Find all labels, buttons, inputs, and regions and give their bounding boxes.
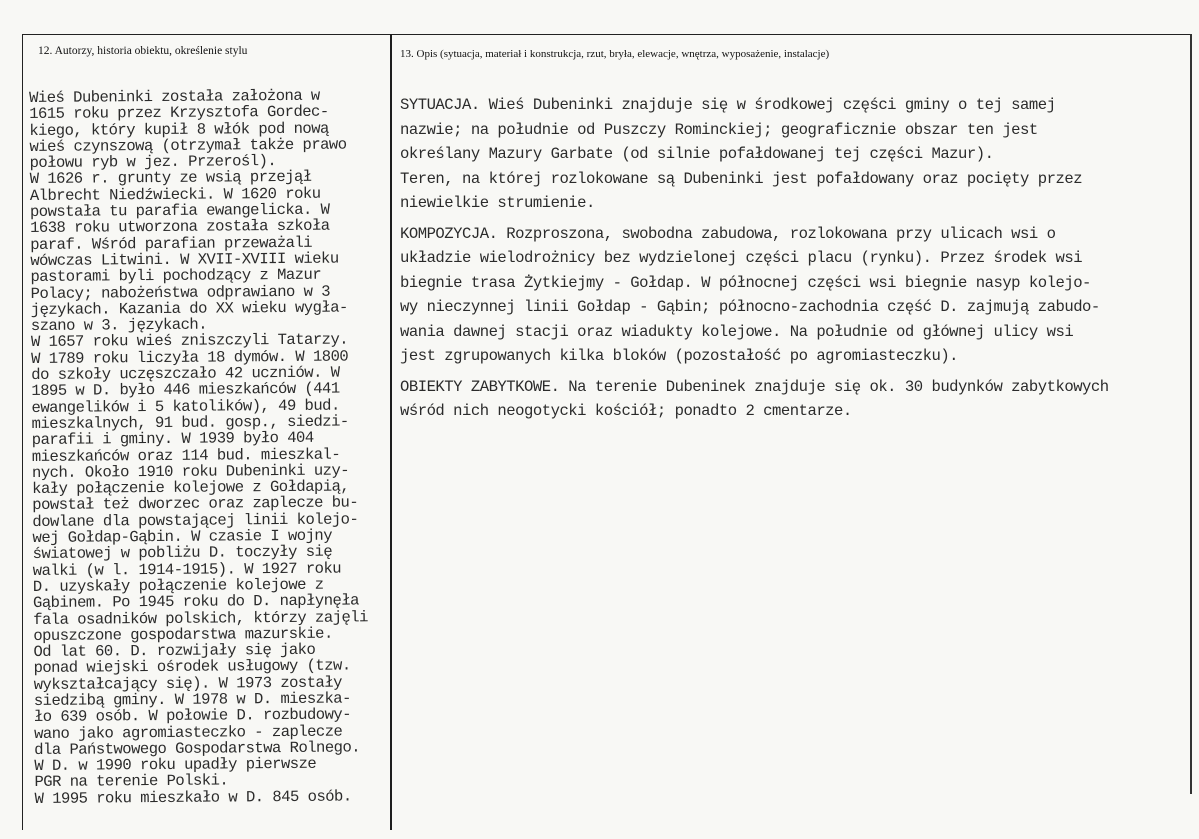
history-line: wej Gołdap-Gąbin. W czasie I wojny: [32, 526, 333, 548]
description-line: OBIEKTY ZABYTKOWE. Na terenie Dubeninek znajduje się ok. 30 budynków zabytkowych: [400, 377, 1109, 396]
description-line: wania dawnej stacji oraz wiadukty kolejowe. Na południe od głównej ulicy wsi: [400, 322, 1074, 341]
history-text-block: [29, 87, 369, 807]
history-line: opuszczone gospodarstwa mazurskie.: [33, 624, 333, 645]
history-line: paraf. Wśród parafian przeważali: [30, 233, 313, 254]
history-line: wieś czynszową (otrzymał także prawo: [29, 135, 347, 156]
history-line: ponad wiejski ośrodek usługowy (tzw.: [33, 656, 351, 678]
history-line: szano w 3. językach.: [30, 315, 208, 336]
frame-right-edge: [1190, 34, 1192, 794]
history-line: pastorami byli pochodzący z Mazur: [30, 265, 322, 287]
description-line: określany Mazury Garbate (od silnie pofałdowanej tej części Mazur).: [400, 145, 994, 163]
history-line: kały połączenie kolejowe z Gołdapią,: [32, 477, 350, 499]
description-paragraph: [400, 222, 1109, 369]
history-line: powstał też dworzec oraz zaplecze bu-: [32, 493, 359, 515]
history-line: parafii i gminy. W 1939 było 404: [31, 429, 314, 450]
history-line: Wieś Dubeninki została założona w: [28, 86, 320, 107]
history-line: W 1995 roku mieszkało w D. 845 osób.: [34, 787, 352, 808]
description-line: nazwie; na południe od Puszczy Rominckiej; geograficznie obszar ten jest: [400, 120, 1038, 139]
description-line: wśród nich neogotycki kościół; ponadto 2 cmentarze.: [400, 402, 852, 420]
history-line: ło 639 osób. W połowie D. rozbudowy-: [33, 705, 352, 727]
description-line: układzie wielodrożnicy bez wydzielonej części placu (rynku). Przez środek wsi: [400, 249, 1083, 267]
description-paragraph: [400, 375, 1109, 424]
history-line: 1895 w D. było 446 mieszkańców (441: [31, 379, 340, 401]
history-line: W D. w 1990 roku upadły pierwsze: [34, 754, 317, 776]
description-section-header: 13. Opis (sytuacja, materiał i konstrukcja, rzut, bryła, elewacje, wnętrza, wyposażenie, instalacje): [400, 48, 830, 60]
description-line: Teren, na której rozlokowane są Dubeninki jest pofałdowany oraz pocięty przez: [400, 169, 1083, 188]
history-line: do szkoły uczęszczało 42 uczniów. W: [31, 363, 340, 385]
history-line: Od lat 60. D. rozwijały się jako: [33, 640, 316, 662]
history-line: PGR na terenie Polski.: [34, 771, 229, 792]
description-paragraph: [400, 93, 1109, 216]
description-line: KOMPOZYCJA. Rozproszona, swobodna zabudowa, rozlokowana przy ulicach wsi o: [400, 224, 1056, 243]
history-line: połowu ryb w jez. Przerośl).: [29, 152, 277, 173]
history-line: W 1626 r. grunty ze wsią przejął: [29, 168, 312, 189]
history-line: siedzibą gminy. W 1978 w D. mieszka-: [33, 689, 351, 710]
description-line: wy nieczynnej linii Gołdap - Gąbin; północno-zachodnia część D. zajmują zabudo-: [400, 298, 1100, 316]
history-section-header: 12. Autorzy, historia obiektu, określenie stylu: [38, 45, 248, 57]
description-line: SYTUACJA. Wieś Dubeninki znajduje się w środkowej części gminy o tej samej: [400, 96, 1056, 114]
description-line: jest zgrupowanych kilka bloków (pozostałość po agromiasteczku).: [400, 347, 959, 365]
history-line: wykształcający się). W 1973 zostały: [33, 673, 343, 694]
history-line: powstała tu parafia ewangelicka. W: [29, 200, 330, 222]
history-line: nych. Około 1910 roku Dubeninki uzy-: [31, 461, 350, 482]
history-line: W 1789 roku liczyła 18 dymów. W 1800: [31, 347, 349, 368]
history-line: językach. Kazania do XX wieku wygła-: [30, 298, 348, 319]
history-line: dowlane dla powstającej linii kolejo-: [32, 510, 359, 531]
description-text-block: [400, 93, 1109, 424]
description-line: niewielkie strumienie.: [400, 194, 595, 212]
history-line: mieszkalnych, 91 bud. gosp., siedzi-: [31, 412, 349, 433]
column-divider: [390, 34, 392, 830]
history-line: Gąbinem. Po 1945 roku do D. napłynęła: [32, 591, 359, 613]
history-line: Polacy; nabożeństwa odprawiano w 3: [30, 282, 331, 303]
history-line: wano jako agromiasteczko - zaplecze: [33, 722, 343, 743]
history-line: D. uzyskały połączenie kolejowe z: [32, 575, 324, 596]
history-line: fala osadników polskich, którzy zajęli: [33, 607, 368, 629]
history-line: walki (w l. 1914-1915). W 1927 roku: [32, 559, 342, 580]
description-line: biegnie trasa Żytkiejmy - Gołdap. W północnej części wsi biegnie nasyp kolejo-: [400, 273, 1091, 292]
history-line: 1638 roku utworzona została szkoła: [30, 217, 330, 238]
history-line: W 1657 roku wieś zniszczyli Tatarzy.: [30, 330, 349, 352]
history-line: dla Państwowego Gospodarstwa Rolnego.: [34, 738, 361, 759]
history-line: Albrecht Niedźwiecki. W 1620 roku: [29, 184, 321, 205]
history-line: wówczas Litwini. W XVII-XVIII wieku: [30, 249, 339, 270]
history-line: ewangelików i 5 katolików), 49 bud.: [31, 396, 340, 417]
history-line: mieszkańców oraz 114 bud. mieszkal-: [31, 445, 341, 466]
history-line: kiego, który kupił 8 włók pod nową: [29, 119, 329, 140]
history-line: światowej w pobliżu D. toczyły się: [32, 542, 333, 564]
history-line: 1615 roku przez Krzysztofa Gordec-: [29, 102, 329, 124]
